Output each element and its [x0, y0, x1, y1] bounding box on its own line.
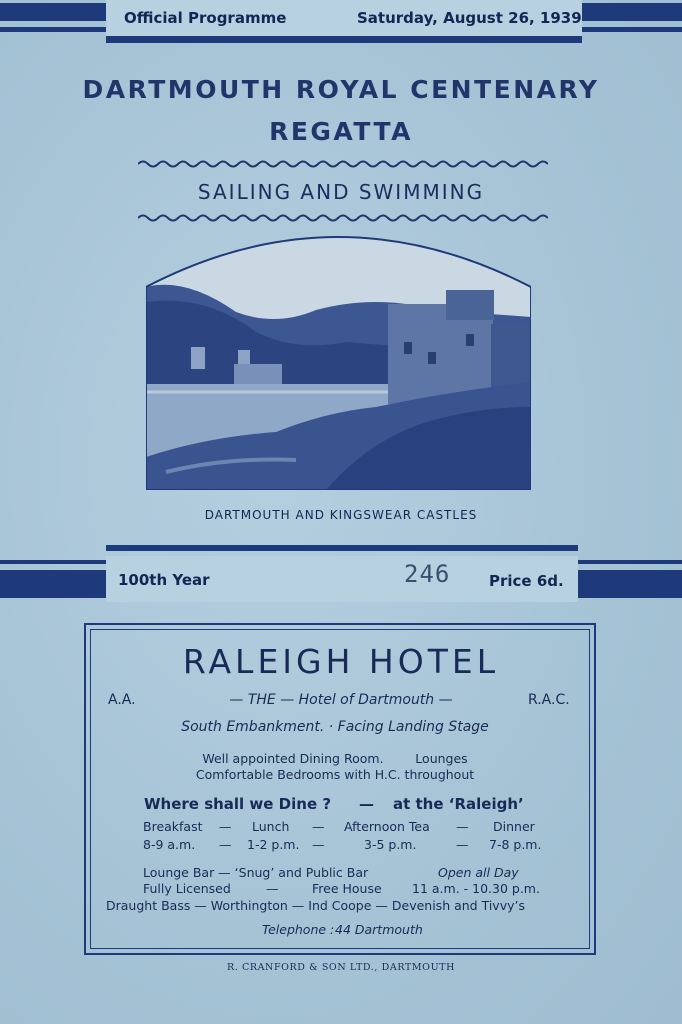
mid-band-right: [578, 560, 682, 564]
meal-afternoon-tea: Afternoon Tea: [344, 819, 430, 834]
main-title-line2: REGATTA: [269, 117, 413, 146]
mid-band-right-thick: [578, 570, 682, 598]
main-title: DARTMOUTH ROYAL CENTENARY: [82, 75, 600, 104]
top-band-left-thin: [0, 27, 106, 32]
free-house: Free House: [312, 881, 382, 896]
time-breakfast: 8-9 a.m.: [143, 837, 196, 852]
header-underline: [106, 36, 582, 43]
beers-list: Draught Bass — Worthington — Ind Coope — Devenish and Tivvy’s: [106, 898, 525, 913]
meal-breakfast: Breakfast: [143, 819, 203, 834]
licence-dash: —: [266, 881, 279, 896]
hotel-location: South Embankment. · Facing Landing Stage: [181, 719, 489, 735]
dine-answer: at the ‘Raleigh’: [393, 795, 524, 813]
mid-band-top: [106, 545, 578, 551]
mid-band-left-thick: [0, 570, 106, 598]
year-label: 100th Year: [118, 571, 210, 589]
top-band-right-thin: [582, 27, 682, 32]
opening-hours: 11 a.m. - 10.30 p.m.: [412, 881, 540, 896]
telephone-label: Telephone :: [262, 922, 335, 937]
aa-label: A.A.: [108, 692, 136, 708]
meal-dash-2: —: [312, 819, 325, 834]
dine-question: Where shall we Dine ?: [144, 795, 332, 813]
programme-date: Saturday, August 26, 1939: [357, 9, 582, 27]
price-label: Price 6d.: [489, 572, 564, 590]
time-lunch: 1-2 p.m.: [247, 837, 300, 852]
rac-label: R.A.C.: [528, 692, 570, 708]
meal-dinner: Dinner: [493, 819, 535, 834]
official-programme: Official Programme: [124, 9, 287, 27]
time-dinner: 7-8 p.m.: [489, 837, 542, 852]
wave-divider-bottom: [138, 213, 548, 223]
amenities-line1: Well appointed Dining Room. Lounges: [202, 751, 468, 766]
top-band-right: [582, 3, 682, 21]
wave-divider-top: [138, 159, 548, 169]
licence-info: Fully Licensed: [143, 881, 231, 896]
dine-dash: —: [359, 795, 374, 813]
subtitle: SAILING AND SWIMMING: [197, 180, 485, 204]
opening-note: Open all Day: [438, 865, 519, 880]
top-band-left: [0, 3, 106, 21]
hotel-tagline: — THE — Hotel of Dartmouth —: [229, 692, 453, 708]
mid-band-left: [0, 560, 106, 564]
telephone-number: 44 Dartmouth: [335, 922, 423, 937]
meal-dash-3: —: [456, 819, 469, 834]
serial-number: 246: [404, 560, 451, 588]
meal-dash-1: —: [219, 819, 232, 834]
time-dash-2: —: [312, 837, 325, 852]
time-dash-1: —: [219, 837, 232, 852]
printer-imprint: R. CRANFORD & SON LTD., DARTMOUTH: [226, 962, 455, 973]
hotel-name: RALEIGH HOTEL: [182, 642, 500, 681]
meal-lunch: Lunch: [252, 819, 290, 834]
time-afternoon-tea: 3-5 p.m.: [364, 837, 417, 852]
castles-photo: [146, 232, 531, 490]
photo-caption: DARTMOUTH AND KINGSWEAR CASTLES: [204, 508, 478, 522]
amenities-line2: Comfortable Bedrooms with H.C. throughout: [195, 767, 475, 782]
bar-info: Lounge Bar — ‘Snug’ and Public Bar: [143, 865, 369, 880]
time-dash-3: —: [456, 837, 469, 852]
